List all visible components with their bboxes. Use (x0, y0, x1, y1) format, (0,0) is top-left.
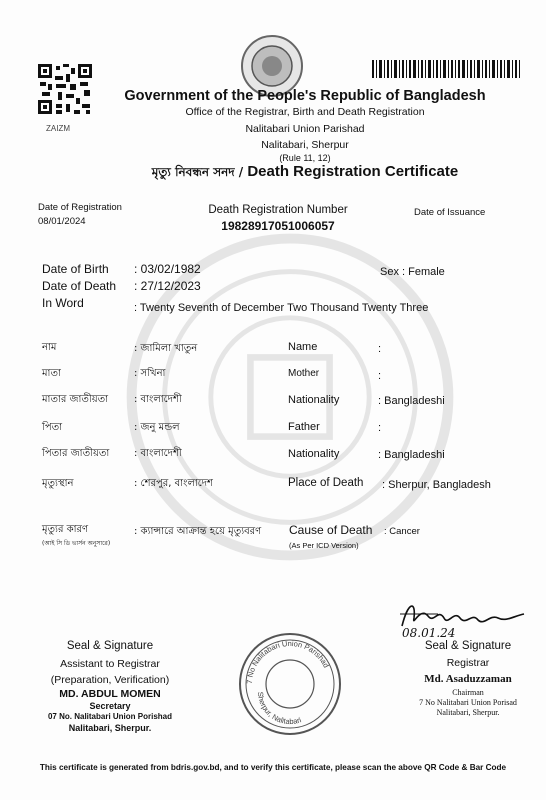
right-signatory-org: 7 No Nalitabari Union Porisad (419, 698, 517, 707)
registration-date-value: 08/01/2024 (38, 216, 86, 227)
registration-number-value: 19828917051006057 (221, 219, 335, 233)
seal-text-bottom: Sherpur, Nalitabari (255, 691, 303, 727)
row-value-bn: : জনু মন্ডল (134, 422, 180, 433)
row-label-bn: মৃত্যুস্থান (42, 478, 74, 489)
left-role-detail: (Preparation, Verification) (50, 674, 170, 686)
left-signatory-place: Nalitabari, Sherpur. (68, 723, 152, 733)
row-label-en: Name (288, 341, 318, 353)
certificate-title (100, 163, 510, 184)
row-label-bn: নাম (42, 342, 57, 353)
footer-note: This certificate is generated from bdris.gov.bd, and to verify this certificate, please scan the above QR Code & Bar Code (39, 763, 507, 772)
cause-value-bn: : ক্যান্সারে আক্রান্ত হয়ে মৃত্যুবরণ (134, 526, 262, 537)
row-value-bn: : শেরপুর, বাংলাদেশ (134, 478, 213, 489)
qr-code (38, 58, 92, 120)
header-rule: (Rule 11, 12) (279, 153, 331, 163)
row-value-bn: : জামিলা খাতুন (134, 343, 198, 354)
header-office: Office of the Registrar, Birth and Death Registration (185, 106, 425, 118)
inword-value: : Twenty Seventh of December Two Thousand Twenty Three (134, 302, 429, 314)
cause-note-bn: (আই সি ডি ভার্সন অনুসারে) (42, 540, 111, 547)
row-label-en: Nationality (288, 394, 340, 406)
cause-value-en: : Cancer (384, 526, 420, 537)
issuance-date-label: Date of Issuance (414, 207, 486, 218)
cause-label-en: Cause of Death (289, 523, 373, 537)
dob-label: Date of Birth (42, 262, 109, 276)
row-label-bn: পিতা (42, 422, 63, 433)
signature-date: 08.01.24 (402, 626, 456, 640)
row-value-en: : (378, 422, 382, 434)
row-value-en: : Bangladeshi (378, 395, 445, 407)
qr-caption: ZAIZM (46, 124, 70, 133)
row-label-bn: মাতার জাতীয়তা (42, 394, 109, 405)
row-value-bn: : বাংলাদেশী (134, 394, 182, 405)
barcode (372, 60, 520, 78)
right-seal-heading: Seal & Signature (424, 640, 512, 652)
seal-text-top: 7 No Nalitabari Union Parishad (244, 638, 331, 685)
row-label-bn: পিতার জাতীয়তা (42, 448, 110, 459)
dod-value: : 27/12/2023 (134, 279, 201, 293)
row-label-en: Mother (288, 368, 320, 379)
svg-text:Sherpur, Nalitabari (256, 691, 303, 726)
row-value-bn: : সখিনা (134, 368, 166, 379)
header-union: Nalitabari Union Parishad (245, 123, 365, 135)
row-label-en: Father (288, 421, 320, 433)
right-signatory-name: Md. Asaduzzaman (424, 673, 512, 685)
certificate-title-bn: মৃত্যু নিবন্ধন সনদ / (151, 165, 248, 179)
right-signatory-place: Nalitabari, Sherpur. (436, 708, 500, 717)
header-location: Nalitabari, Sherpur (261, 139, 349, 151)
left-role: Assistant to Registrar (60, 658, 160, 670)
cause-note-en: (As Per ICD Version) (289, 541, 359, 550)
dod-label: Date of Death (42, 279, 117, 293)
row-value-en: : Bangladeshi (378, 449, 445, 461)
left-seal-heading: Seal & Signature (66, 640, 154, 652)
header-government: Government of the People's Republic of Bangladesh (124, 88, 486, 104)
left-signatory-name: MD. ABDUL MOMEN (59, 688, 161, 700)
inword-label: In Word (42, 296, 84, 310)
dob-value: : 03/02/1982 (134, 262, 201, 276)
cause-label-bn: মৃত্যুর কারণ (42, 524, 89, 535)
row-label-bn: মাতা (42, 368, 61, 379)
row-value-en: : (378, 343, 382, 355)
right-role: Registrar (446, 657, 490, 669)
row-value-en: : (378, 370, 382, 382)
certificate-title-en: Death Registration Certificate (247, 163, 459, 180)
registration-number-label: Death Registration Number (208, 204, 348, 216)
left-signatory-org: 07 No. Nalitabari Union Porishad (47, 712, 173, 721)
sex-value: Sex : Female (380, 266, 445, 278)
registration-date-label: Date of Registration (38, 202, 122, 213)
row-value-bn: : বাংলাদেশী (134, 448, 182, 459)
left-signatory-title: Secretary (89, 701, 131, 711)
row-label-en: Place of Death (288, 477, 364, 489)
union-parishad-seal (238, 632, 342, 736)
right-signatory-title: Chairman (452, 688, 484, 697)
row-label-en: Nationality (288, 448, 340, 460)
row-value-en: : Sherpur, Bangladesh (382, 479, 491, 491)
